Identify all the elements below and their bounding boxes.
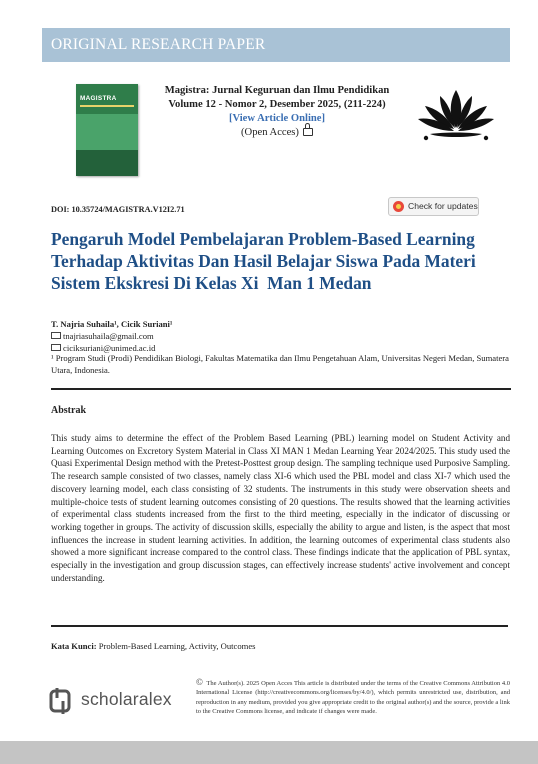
publisher-logo xyxy=(49,686,179,716)
envelope-icon xyxy=(51,344,61,351)
copyright-icon: © xyxy=(196,677,203,687)
keywords-value: Problem-Based Learning, Activity, Outcomes xyxy=(98,641,256,651)
journal-cover-image xyxy=(76,84,138,176)
lotus-logo-icon xyxy=(416,86,496,146)
article-title: Pengaruh Model Pembelajaran Problem-Based Learning Terhadap Aktivitas Dan Hasil Belajar Siswa Pada Materi Sistem Ekskresi Di Kelas Xi Man 1 Medan xyxy=(51,229,476,293)
abstract-heading: Abstrak xyxy=(51,405,87,416)
paper-type-banner: ORIGINAL RESEARCH PAPER xyxy=(42,28,510,62)
footer-bar xyxy=(0,741,538,764)
license-notice xyxy=(196,678,510,717)
open-access-label: (Open Acces) xyxy=(241,127,299,138)
author-list: T. Najria Suhaila¹, Cicik Suriani¹ xyxy=(51,319,173,329)
email-line[interactable]: tnajriasuhaila@gmail.com xyxy=(51,331,155,343)
journal-info xyxy=(140,84,414,140)
view-article-link[interactable]: [View Article Online] xyxy=(228,113,326,124)
publisher-mark-icon xyxy=(49,686,75,714)
author-emails xyxy=(51,331,155,354)
author-affiliation: ¹ Program Studi (Prodi) Pendidikan Biologi, Fakultas Matematika dan Ilmu Pengetahuan Alam, Universitas Negeri Medan, Sumatera Utara, Indonesia. xyxy=(51,353,509,376)
abstract-text: This study aims to determine the effect of the Problem Based Learning (PBL) learning model on Student Activity and Learning Outcomes on Excretory System Material in Class XI MAN 1 Medan Learning Year 2024/2025. This study used the Quasi Experimental Design method with the Pretest-Posttest group design. The sampling technique used Purposive Sampling. The research sample consisted of two classes, namely class XI-6 which used the PBL model and class XI-7 which used the discovery learning model, each class consisting of 32 students. The instruments in this study were observation sheets and multiple-choice tests of student learning outcomes consisting of 20 questions. The results showed that the learning activities of experimental class students increased from the first to the third meeting, especially in the indicator of discussing or working together in groups. The activity of discussion skills, especially the ability to argue and listen, is the aspect that most influences the increase in student learning activities. In addition, the learning outcomes of experimental class students also showed a more significant increase compared to the control class. These findings indicate that the application of PBL syntax, especially in the investigation and group discussion stages, can effectively increase students' active involvement and concept understanding. xyxy=(51,433,510,583)
journal-name: Magistra: Jurnal Keguruan dan Ilmu Pendidikan xyxy=(164,85,390,96)
check-for-updates-button[interactable] xyxy=(388,197,479,216)
email-line[interactable]: ciciksuriani@unimed.ac.id xyxy=(51,343,155,355)
journal-volume: Volume 12 - Nomor 2, Desember 2025, (211-224) xyxy=(168,99,386,110)
publisher-name: scholaralex xyxy=(81,689,172,709)
keywords-label: Kata Kunci: xyxy=(51,641,97,651)
divider xyxy=(51,388,511,390)
divider xyxy=(51,625,508,627)
cover-title: MAGISTRA xyxy=(80,95,117,102)
open-access-line xyxy=(140,126,414,140)
check-for-updates-label: Check for updates xyxy=(408,201,478,211)
open-lock-icon xyxy=(303,128,313,136)
envelope-icon xyxy=(51,332,61,339)
doi[interactable]: DOI: 10.35724/MAGISTRA.V12I2.71 xyxy=(51,205,185,214)
crossmark-icon xyxy=(393,201,404,212)
license-text: The Author(s). 2025 Open Acces This article is distributed under the terms of the Creative Commons Attribution 4.0 International License (http://creativecommons.org/licenses/by/4.0/), which permits unrestricted use, distribution, and reproduction in any medium, provided you give appropriate credit to the original author(s) and the source, provide a link to the Creative Commons license, and indicate if changes were made. xyxy=(196,680,510,716)
keywords xyxy=(51,641,256,651)
